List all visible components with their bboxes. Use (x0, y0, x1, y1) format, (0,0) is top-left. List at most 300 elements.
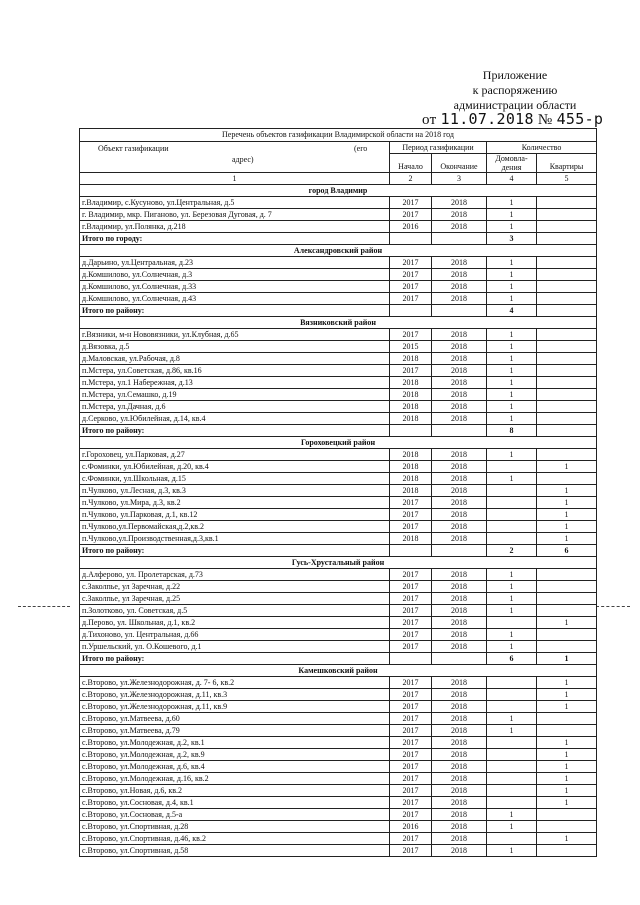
end-year: 2018 (432, 689, 487, 701)
houses-count: 1 (487, 449, 537, 461)
start-year: 2017 (390, 737, 432, 749)
object-address: г.Гороховец, ул.Парковая, д.27 (80, 449, 390, 461)
end-year: 2018 (432, 629, 487, 641)
section-title: Камешковский район (80, 665, 597, 677)
houses-count (487, 533, 537, 545)
table-row (80, 449, 597, 461)
start-year: 2017 (390, 329, 432, 341)
table-row (80, 617, 597, 629)
start-year: 2017 (390, 269, 432, 281)
start-year: 2018 (390, 401, 432, 413)
table-row (80, 533, 597, 545)
flats-count (537, 449, 597, 461)
table-row (80, 737, 597, 749)
total-end-empty (432, 653, 487, 665)
flats-count (537, 197, 597, 209)
end-year: 2018 (432, 569, 487, 581)
object-address: п.Мстера, ул.Советская, д.86, кв.16 (80, 365, 390, 377)
houses-count (487, 833, 537, 845)
houses-count: 1 (487, 221, 537, 233)
end-year: 2018 (432, 761, 487, 773)
object-address: с.Второво, ул.Спортивная, д.46, кв.2 (80, 833, 390, 845)
houses-count (487, 617, 537, 629)
flats-count: 1 (537, 521, 597, 533)
table-row (80, 581, 597, 593)
table-row (80, 701, 597, 713)
start-year: 2017 (390, 701, 432, 713)
houses-count (487, 773, 537, 785)
table-row (80, 485, 597, 497)
start-year: 2018 (390, 473, 432, 485)
object-address: п.Чулково, ул.Парковая, д.1, кв.12 (80, 509, 390, 521)
table-row (80, 713, 597, 725)
end-year: 2018 (432, 449, 487, 461)
houses-count: 1 (487, 581, 537, 593)
flats-count: 1 (537, 461, 597, 473)
end-year: 2018 (432, 353, 487, 365)
table-row (80, 197, 597, 209)
object-address: с.Второво, ул.Молодежная, д.2, кв.9 (80, 749, 390, 761)
section-title: Гороховецкий район (80, 437, 597, 449)
object-address: д.Комшилово, ул.Солнечная, д.3 (80, 269, 390, 281)
table-row (80, 509, 597, 521)
column-header-period: Период газификации (390, 142, 487, 154)
flats-count (537, 605, 597, 617)
column-number-5: 5 (537, 173, 597, 185)
start-year: 2017 (390, 569, 432, 581)
section-title: Гусь-Хрустальный район (80, 557, 597, 569)
object-address: п.Чулково,ул.Производственная,д.3,кв.1 (80, 533, 390, 545)
houses-count (487, 521, 537, 533)
flats-count: 1 (537, 509, 597, 521)
table-row (80, 785, 597, 797)
section-row (80, 557, 597, 569)
end-year: 2018 (432, 473, 487, 485)
total-end-empty (432, 233, 487, 245)
flats-count: 1 (537, 773, 597, 785)
start-year: 2017 (390, 809, 432, 821)
total-label: Итого по району: (80, 653, 390, 665)
end-year: 2018 (432, 497, 487, 509)
order-prefix: от (422, 112, 437, 128)
table-row (80, 797, 597, 809)
object-address: с.Второво, ул.Матвеева, д.60 (80, 713, 390, 725)
object-address: с.Второво, ул.Спортивная, д.28 (80, 821, 390, 833)
houses-count (487, 689, 537, 701)
object-address: г.Владимир, ул.Полянка, д.218 (80, 221, 390, 233)
total-end-empty (432, 305, 487, 317)
end-year: 2018 (432, 713, 487, 725)
table-row (80, 725, 597, 737)
houses-count: 1 (487, 269, 537, 281)
start-year: 2015 (390, 341, 432, 353)
flats-count (537, 209, 597, 221)
end-year: 2018 (432, 365, 487, 377)
flats-count: 1 (537, 497, 597, 509)
object-address: г. Владимир, мкр. Пиганово, ул. Березовая Дуговая, д. 7 (80, 209, 390, 221)
start-year: 2018 (390, 461, 432, 473)
total-row (80, 425, 597, 437)
object-address: с.Заколпье, ул Заречная, д.25 (80, 593, 390, 605)
start-year: 2018 (390, 389, 432, 401)
houses-count: 1 (487, 413, 537, 425)
end-year: 2018 (432, 641, 487, 653)
column-number-3: 3 (432, 173, 487, 185)
total-houses: 8 (487, 425, 537, 437)
houses-count: 1 (487, 293, 537, 305)
end-year: 2018 (432, 257, 487, 269)
total-start-empty (390, 233, 432, 245)
end-year: 2018 (432, 197, 487, 209)
houses-count: 1 (487, 353, 537, 365)
table-row (80, 353, 597, 365)
flats-count (537, 473, 597, 485)
houses-count: 1 (487, 281, 537, 293)
table-row (80, 845, 597, 857)
start-year: 2017 (390, 521, 432, 533)
start-year: 2018 (390, 533, 432, 545)
table-row (80, 377, 597, 389)
houses-count: 1 (487, 209, 537, 221)
houses-count (487, 677, 537, 689)
appendix-subtitle: к распоряжению (472, 83, 558, 97)
section-row (80, 437, 597, 449)
end-year: 2018 (432, 737, 487, 749)
total-row (80, 305, 597, 317)
end-year: 2018 (432, 389, 487, 401)
start-year: 2016 (390, 221, 432, 233)
section-title: город Владимир (80, 185, 597, 197)
object-address: г.Владимир, с.Кусуново, ул.Центральная, д.5 (80, 197, 390, 209)
end-year: 2018 (432, 533, 487, 545)
start-year: 2017 (390, 713, 432, 725)
end-year: 2018 (432, 461, 487, 473)
flats-count: 1 (537, 701, 597, 713)
section-row (80, 185, 597, 197)
object-address: с.Второво, ул.Молодежная, д.16, кв.2 (80, 773, 390, 785)
total-row (80, 233, 597, 245)
flats-count (537, 365, 597, 377)
table-row (80, 413, 597, 425)
column-header-houses: Домовла- дения (487, 154, 537, 173)
table-row (80, 389, 597, 401)
object-address: с.Второво, ул.Сосновая, д.4, кв.1 (80, 797, 390, 809)
object-address: с.Второво, ул.Железнодорожная, д.11, кв.3 (80, 689, 390, 701)
houses-count: 1 (487, 329, 537, 341)
start-year: 2017 (390, 581, 432, 593)
start-year: 2018 (390, 449, 432, 461)
table-row (80, 629, 597, 641)
table-row (80, 821, 597, 833)
start-year: 2018 (390, 377, 432, 389)
flats-count (537, 257, 597, 269)
flats-count (537, 821, 597, 833)
start-year: 2017 (390, 497, 432, 509)
object-address: д.Маловская, ул.Рабочая, д.8 (80, 353, 390, 365)
flats-count (537, 641, 597, 653)
table-row (80, 293, 597, 305)
table-row (80, 281, 597, 293)
start-year: 2017 (390, 725, 432, 737)
end-year: 2018 (432, 797, 487, 809)
table-row (80, 497, 597, 509)
section-row (80, 665, 597, 677)
flats-count (537, 581, 597, 593)
flats-count: 1 (537, 533, 597, 545)
flats-count (537, 401, 597, 413)
start-year: 2017 (390, 629, 432, 641)
flats-count (537, 221, 597, 233)
table-row (80, 209, 597, 221)
object-address: п.Уршельский, ул. О.Кошевого, д.1 (80, 641, 390, 653)
houses-count: 1 (487, 845, 537, 857)
table-row (80, 461, 597, 473)
table-row (80, 269, 597, 281)
total-houses: 3 (487, 233, 537, 245)
total-start-empty (390, 425, 432, 437)
flats-count (537, 593, 597, 605)
start-year: 2017 (390, 617, 432, 629)
appendix-header (430, 68, 600, 113)
end-year: 2018 (432, 809, 487, 821)
object-address: с.Второво, ул.Матвеева, д.79 (80, 725, 390, 737)
houses-count (487, 785, 537, 797)
start-year: 2017 (390, 749, 432, 761)
total-flats (537, 305, 597, 317)
section-row (80, 245, 597, 257)
object-address: д.Комшилово, ул.Солнечная, д.43 (80, 293, 390, 305)
table-row (80, 809, 597, 821)
object-address: п.Мстера, ул.1 Набережная, д.13 (80, 377, 390, 389)
houses-count (487, 737, 537, 749)
table-row (80, 761, 597, 773)
flats-count: 1 (537, 689, 597, 701)
section-row (80, 317, 597, 329)
total-start-empty (390, 653, 432, 665)
end-year: 2018 (432, 845, 487, 857)
object-address: п.Мстера, ул.Дачная, д.6 (80, 401, 390, 413)
houses-count: 1 (487, 197, 537, 209)
total-label: Итого по району: (80, 305, 390, 317)
object-address: п.Мстера, ул.Семашко, д.19 (80, 389, 390, 401)
table-row (80, 329, 597, 341)
object-address: д.Перово, ул. Школьная, д.1, кв.2 (80, 617, 390, 629)
flats-count (537, 569, 597, 581)
houses-count: 1 (487, 377, 537, 389)
total-row (80, 653, 597, 665)
flats-count (537, 353, 597, 365)
end-year: 2018 (432, 725, 487, 737)
end-year: 2018 (432, 413, 487, 425)
houses-count: 1 (487, 725, 537, 737)
start-year: 2017 (390, 845, 432, 857)
houses-count: 1 (487, 389, 537, 401)
end-year: 2018 (432, 281, 487, 293)
flats-count: 1 (537, 785, 597, 797)
houses-count: 1 (487, 257, 537, 269)
flats-count: 1 (537, 749, 597, 761)
start-year: 2017 (390, 833, 432, 845)
houses-count: 1 (487, 641, 537, 653)
flats-count: 1 (537, 761, 597, 773)
houses-count: 1 (487, 809, 537, 821)
column-number-4: 4 (487, 173, 537, 185)
total-row (80, 545, 597, 557)
section-title: Александровский район (80, 245, 597, 257)
object-address: с.Второво, ул.Спортивная, д.58 (80, 845, 390, 857)
table-body (80, 185, 597, 857)
end-year: 2018 (432, 509, 487, 521)
object-address: с.Второво, ул.Молодежная, д.2, кв.1 (80, 737, 390, 749)
flats-count (537, 293, 597, 305)
table-row (80, 257, 597, 269)
table-row (80, 365, 597, 377)
start-year: 2018 (390, 485, 432, 497)
flats-count (537, 629, 597, 641)
houses-count (487, 701, 537, 713)
column-header-object (80, 142, 390, 173)
end-year: 2018 (432, 605, 487, 617)
flats-count (537, 389, 597, 401)
object-address: с.Фоминки, ул.Школьная, д.15 (80, 473, 390, 485)
flats-count: 1 (537, 797, 597, 809)
total-flats: 1 (537, 653, 597, 665)
object-address: г.Вязники, м-н Нововязники, ул.Клубная, д.65 (80, 329, 390, 341)
flats-count (537, 329, 597, 341)
start-year: 2017 (390, 761, 432, 773)
houses-count: 1 (487, 629, 537, 641)
column-number-1: 1 (80, 173, 390, 185)
houses-count (487, 749, 537, 761)
total-flats (537, 425, 597, 437)
end-year: 2018 (432, 773, 487, 785)
houses-count: 1 (487, 821, 537, 833)
table-row (80, 689, 597, 701)
houses-count: 1 (487, 341, 537, 353)
start-year: 2017 (390, 509, 432, 521)
start-year: 2017 (390, 257, 432, 269)
end-year: 2018 (432, 329, 487, 341)
end-year: 2018 (432, 401, 487, 413)
table-row (80, 521, 597, 533)
total-flats (537, 233, 597, 245)
start-year: 2017 (390, 605, 432, 617)
total-houses: 6 (487, 653, 537, 665)
object-address: д.Тихоново, ул. Центральная, д.66 (80, 629, 390, 641)
start-year: 2017 (390, 293, 432, 305)
houses-count: 1 (487, 569, 537, 581)
table-row (80, 773, 597, 785)
object-address: с.Второво, ул.Новая, д.6, кв.2 (80, 785, 390, 797)
object-address: с.Второво, ул.Железнодорожная, д. 7- 6, кв.2 (80, 677, 390, 689)
table-row (80, 833, 597, 845)
end-year: 2018 (432, 341, 487, 353)
total-flats: 6 (537, 545, 597, 557)
start-year: 2017 (390, 785, 432, 797)
flats-count: 1 (537, 737, 597, 749)
object-address: с.Второво, ул.Молодежная, д.6, кв.4 (80, 761, 390, 773)
object-address: с.Заколпье, ул Заречная, д.22 (80, 581, 390, 593)
start-year: 2016 (390, 821, 432, 833)
end-year: 2018 (432, 821, 487, 833)
column-header-flats: Квартиры (537, 154, 597, 173)
end-year: 2018 (432, 209, 487, 221)
section-title: Вязниковский район (80, 317, 597, 329)
table-row (80, 605, 597, 617)
flats-count (537, 377, 597, 389)
start-year: 2017 (390, 281, 432, 293)
end-year: 2018 (432, 749, 487, 761)
flats-count (537, 413, 597, 425)
object-address: д.Дарьино, ул.Центральная, д.23 (80, 257, 390, 269)
total-label: Итого по району: (80, 425, 390, 437)
start-year: 2017 (390, 797, 432, 809)
flats-count (537, 341, 597, 353)
flats-count: 1 (537, 833, 597, 845)
houses-count: 1 (487, 605, 537, 617)
houses-count: 1 (487, 365, 537, 377)
table-row (80, 593, 597, 605)
table-row (80, 473, 597, 485)
end-year: 2018 (432, 269, 487, 281)
total-start-empty (390, 305, 432, 317)
flats-count (537, 713, 597, 725)
houses-count (487, 761, 537, 773)
end-year: 2018 (432, 521, 487, 533)
houses-count (487, 797, 537, 809)
start-year: 2017 (390, 593, 432, 605)
total-label: Итого по городу: (80, 233, 390, 245)
cut-line-right (596, 606, 630, 607)
order-number-sign: № (537, 112, 553, 128)
flats-count (537, 725, 597, 737)
houses-count: 1 (487, 401, 537, 413)
object-address: п.Чулково,ул.Первомайская,д.2,кв.2 (80, 521, 390, 533)
houses-count (487, 509, 537, 521)
appendix-title: Приложение (482, 68, 548, 82)
houses-count: 1 (487, 593, 537, 605)
order-date: 11.07.2018 (440, 110, 534, 128)
start-year: 2018 (390, 413, 432, 425)
flats-count (537, 809, 597, 821)
end-year: 2018 (432, 593, 487, 605)
table-row (80, 221, 597, 233)
end-year: 2018 (432, 581, 487, 593)
column-header-start: Начало (390, 154, 432, 173)
total-houses: 2 (487, 545, 537, 557)
object-address: п.Золотково, ул. Советская, д.5 (80, 605, 390, 617)
gasification-objects-table (79, 128, 597, 857)
object-address: д.Серково, ул.Юбилейная, д.14, кв.4 (80, 413, 390, 425)
end-year: 2018 (432, 701, 487, 713)
table-row (80, 341, 597, 353)
column-header-quantity: Количество (487, 142, 597, 154)
start-year: 2017 (390, 197, 432, 209)
houses-count: 1 (487, 473, 537, 485)
houses-count (487, 497, 537, 509)
object-address: п.Чулково, ул.Мира, д.3, кв.2 (80, 497, 390, 509)
table-caption: Перечень объектов газификации Владимирской области на 2018 год (80, 129, 597, 142)
table-row (80, 677, 597, 689)
houses-count (487, 485, 537, 497)
end-year: 2018 (432, 293, 487, 305)
object-address: д.Вязовка, д.5 (80, 341, 390, 353)
table-row (80, 569, 597, 581)
end-year: 2018 (432, 377, 487, 389)
flats-count: 1 (537, 617, 597, 629)
start-year: 2017 (390, 209, 432, 221)
start-year: 2017 (390, 641, 432, 653)
